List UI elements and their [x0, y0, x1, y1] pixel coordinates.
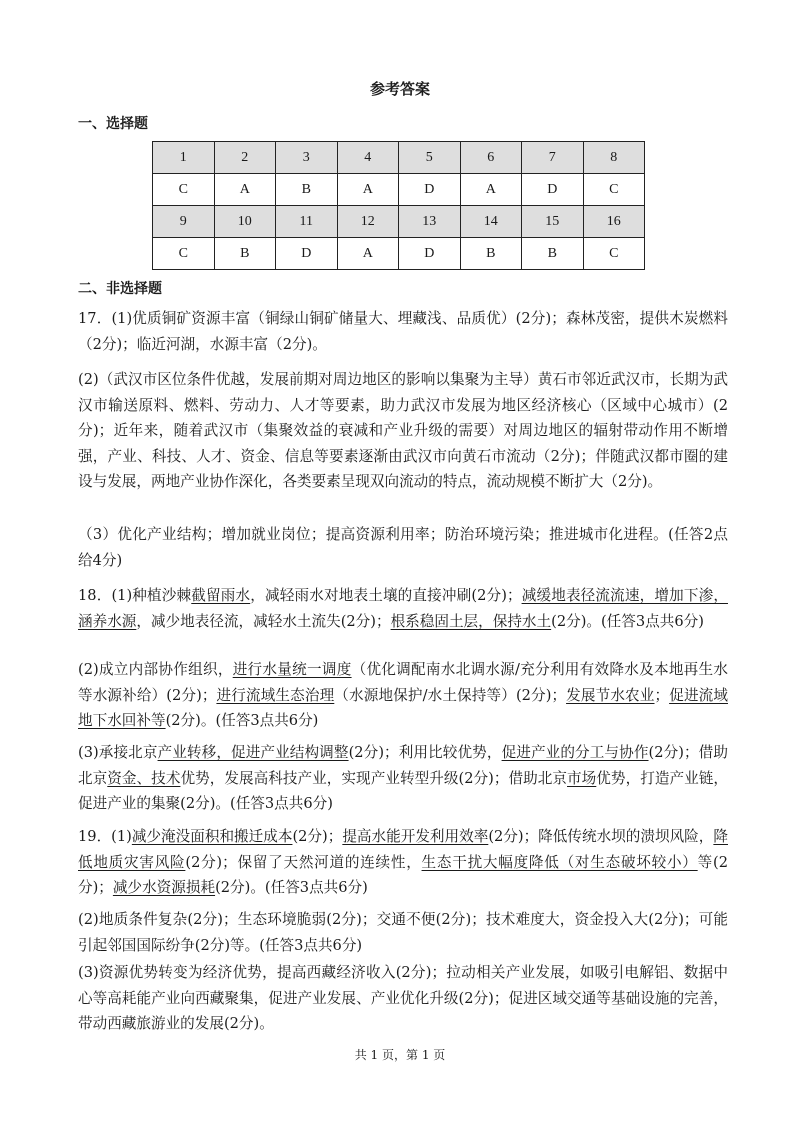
- q18-p2-text: （水源地保护/水土保持等）(2分)；: [334, 686, 567, 704]
- q18-p1-text: 18．(1)种植沙棘: [78, 587, 192, 604]
- q19-p1-text: (2分)；: [292, 828, 343, 845]
- answer-cell: B: [460, 238, 522, 270]
- q19-part1: [78, 824, 728, 901]
- question-number-cell: 10: [214, 206, 276, 238]
- q18-part3: [78, 740, 728, 817]
- answer-row: [153, 238, 645, 270]
- q18-p1-key-point: 截留雨水: [191, 587, 251, 604]
- q18-p2-text: (2)成立内部协作组织，: [78, 661, 233, 678]
- q19-p1-text: 等(2分)；: [78, 853, 728, 896]
- answer-cell: B: [276, 174, 338, 206]
- q17-part1: 17．(1)优质铜矿资源丰富（铜绿山铜矿储量大、埋藏浅、品质优）(2分)；森林茂密，提供木炭燃料（2分)；临近河湖，水源丰富（2分)。: [78, 310, 728, 353]
- question-number-cell: 2: [214, 142, 276, 174]
- question-number-cell: 6: [460, 142, 522, 174]
- q18-p1-text: (2分)。(任答3点共6分): [551, 612, 704, 630]
- question-number-row: [153, 142, 645, 174]
- q18-p1-key-point: 减缓地表径流流速，增加下渗，涵养水源: [78, 587, 728, 630]
- answer-cell: A: [214, 174, 276, 206]
- question-number-cell: 16: [583, 206, 645, 238]
- question-number-cell: 14: [460, 206, 522, 238]
- page-footer: 共 1 页，第 1 页: [354, 1048, 446, 1062]
- q18-p2-key-point: 进行流域生态治理: [216, 686, 335, 704]
- answer-cell: C: [153, 174, 215, 206]
- q19-p1-text: (2分)；降低传统水坝的溃坝风险，: [488, 828, 714, 845]
- q18-p2-key-point: 发展节水农业: [566, 686, 655, 704]
- question-number-cell: 7: [522, 142, 584, 174]
- q19-part3: (3)资源优势转变为经济优势，提高西藏经济收入(2分)；拉动相关产业发展，如吸引电解铝、数据中心等高耗能产业向西藏聚集，促进产业发展、产业优化升级(2分)；促进区域交通等基础设施的完善，带动西藏旅游业的发展(2分)。: [78, 964, 728, 1032]
- q19-part2: (2)地质条件复杂(2分)；生态环境脆弱(2分)；交通不便(2分)；技术难度大，资金投入大(2分)；可能引起邻国国际纷争(2分)等。(任答3点共6分): [78, 911, 728, 954]
- answer-cell: C: [153, 238, 215, 270]
- question-number-cell: 5: [399, 142, 461, 174]
- q18-p2-text: （优化调配南水北调水源/充分利用有效降水及本地再生水等水源补给）(2分)；: [78, 661, 728, 704]
- question-number-cell: 8: [583, 142, 645, 174]
- answer-row: [153, 174, 645, 206]
- answer-cell: B: [522, 238, 584, 270]
- question-number-cell: 11: [276, 206, 338, 238]
- q18-part1: [78, 583, 728, 634]
- q18-p2-text: (2分)。(任答3点共6分): [165, 712, 319, 729]
- answer-cell: B: [214, 238, 276, 270]
- q18-p1-text: ，减轻雨水对地表土壤的直接冲刷(2分)；: [250, 587, 522, 604]
- q19-p1-key-point: 减少水资源损耗: [112, 879, 216, 896]
- q18-p3-key-point: 促进产业的分工与协作: [501, 744, 649, 761]
- section-heading-choice: 一、选择题: [78, 116, 148, 132]
- question-number-cell: 1: [153, 142, 215, 174]
- answer-cell: A: [460, 174, 522, 206]
- answer-cell: C: [583, 174, 645, 206]
- q18-p2-text: ；: [654, 686, 670, 704]
- q19-p1-key-point: 减少淹没面积和搬迁成本: [131, 828, 293, 845]
- q18-p3-key-point: 资金、技术: [107, 769, 181, 787]
- q18-p3-text: (2分)；借助北京: [78, 744, 728, 787]
- q19-p1-key-point: 提高水能开发利用效率: [342, 828, 489, 845]
- q18-part2: [78, 657, 728, 734]
- q18-p1-key-point: 根系稳固土层，保持水土: [390, 612, 552, 630]
- question-number-cell: 4: [337, 142, 399, 174]
- answer-cell: D: [399, 238, 461, 270]
- q18-p2-key-point: 进行水量统一调度: [232, 661, 352, 678]
- q18-p3-text: 优势，发展高科技产业，实现产业转型升级(2分)；借助北京: [180, 769, 568, 787]
- q18-p2-key-point: 促进流域地下水回补等: [78, 686, 728, 729]
- answer-cell: A: [337, 238, 399, 270]
- answer-cell: D: [399, 174, 461, 206]
- question-number-cell: 9: [153, 206, 215, 238]
- answer-cell: D: [276, 238, 338, 270]
- q18-p1-text: ，减少地表径流，减轻水土流失(2分)；: [136, 612, 391, 630]
- question-number-cell: 3: [276, 142, 338, 174]
- q19-p1-text: 19．(1): [78, 828, 132, 845]
- answer-cell: C: [583, 238, 645, 270]
- section-heading-nonchoice: 二、非选择题: [78, 281, 162, 297]
- q18-p3-text: (2分)；利用比较优势，: [348, 744, 502, 761]
- q19-p1-key-point: 生态干扰大幅度降低（对生态破坏较小）: [421, 853, 698, 871]
- q19-p1-text: (2分)；保留了天然河道的连续性，: [185, 853, 422, 871]
- question-number-row: [153, 206, 645, 238]
- q19-p1-key-point: 降低地质灾害风险: [78, 828, 728, 871]
- q18-p3-key-point: 产业转移，促进产业结构调整: [157, 744, 349, 761]
- question-number-cell: 12: [337, 206, 399, 238]
- q17-part3: （3）优化产业结构；增加就业岗位；提高资源利用率；防治环境污染；推进城市化进程。(任答2点给4分): [78, 526, 728, 569]
- q17-part2: (2)（武汉市区位条件优越，发展前期对周边地区的影响以集聚为主导）黄石市邻近武汉市，长期为武汉市输送原料、燃料、劳动力、人才等要素，助力武汉市发展为地区经济核心（区域中心城市）(2分)；近年来，随着武汉市（集聚效益的衰减和产业升级的需要）对周边地区的辐射带动作用不断增强，产业、科技、人才、资金、信息等要素逐渐由武汉市向黄石市流动（2分)；伴随武汉都市圈的建设与发展，两地产业协作深化，各类要素呈现双向流动的特点，流动规模不断扩大（2分)。: [78, 371, 728, 490]
- question-number-cell: 13: [399, 206, 461, 238]
- q18-p3-key-point: 市场: [567, 769, 597, 787]
- answer-cell: D: [522, 174, 584, 206]
- question-number-cell: 15: [522, 206, 584, 238]
- answer-cell: A: [337, 174, 399, 206]
- q19-p1-text: (2分)。(任答3点共6分): [215, 879, 368, 896]
- q18-p3-text: 优势，打造产业链，促进产业的集聚(2分)。(任答3点共6分): [78, 769, 728, 812]
- page-title: 参考答案: [369, 80, 430, 98]
- q18-p3-text: (3)承接北京: [78, 744, 158, 761]
- answer-table: [152, 141, 645, 270]
